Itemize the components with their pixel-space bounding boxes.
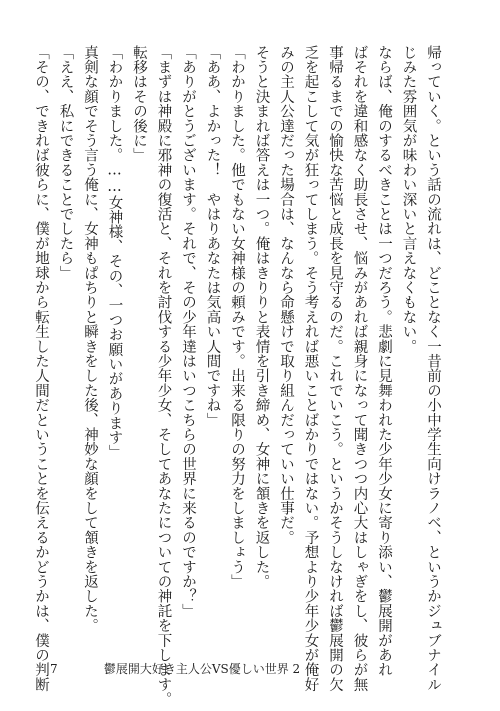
text-line: みの主人公達だった場合は、なんなら命懸けで取り組んだっていい仕事だ。 (278, 45, 294, 545)
book-title: 鬱展開大好き主人公VS優しい世界 2 (103, 662, 301, 676)
page-number: 7 (50, 662, 58, 676)
text-line: 「わかりました。……女神様、その、一つお願いがあります」 (106, 45, 123, 460)
text-line: 「その、できれば彼らに、僕が地球から転生した人間だということを伝えるかどうかは、僕の判断 (33, 45, 49, 692)
text-line: ならば、俺のするべきことは一つだろう。悲劇に見舞われた少年少女に寄り添い、鬱展開があれ (376, 45, 392, 678)
text-line: じみた雰囲気が味わい深いと言えなくもない。 (400, 45, 417, 354)
text-line: 「まずは神殿に邪神の復活と、それを討伐する少年少女、そしてあなたについての神託を下します。 (155, 45, 172, 707)
text-line: 真剣な顔でそう言う俺に、女神もぱちりと瞬きをした後、神妙な顔をして頷きを返した。 (82, 45, 98, 633)
text-line: 帰っていく。という話の流れは、どことなく一昔前の小中学生向けラノベ、というかジュブナイル (425, 45, 441, 692)
text-line: 「わかりました。他でもない女神様の頼みです。出来る限りの努力をしましょう」 (229, 45, 245, 589)
text-line: 「ああ、よかった！ やはりあなたは気高い人間ですね」 (204, 45, 221, 428)
text-line: 乏を起こして気が狂ってしまう。そう考えれば悪いことばかりではない。予想より少年少女が俺好 (302, 45, 319, 692)
text-line: ばそれを違和感なく助長させ、悩みがあれば親身になって聞きつつ内心大はしゃぎをし、彼らが無 (351, 45, 368, 692)
text-line: そうと決まれば答えは一つ。俺はきりりと表情を引き締め、女神に頷きを返した。 (253, 45, 270, 589)
text-line: 「ええ、私にできることでしたら」 (57, 45, 74, 281)
page-footer (50, 660, 300, 677)
text-line: 事帰るまでの愉快な苦悩と成長を見守るのだ。これでいこう。というかそうしなければ鬱展開の欠 (327, 45, 343, 692)
text-line: 転移はその後に」 (131, 45, 147, 163)
text-line: 「ありがとうございます。それで、その少年達はいつこちらの世界に来るのですか？」 (180, 45, 196, 619)
